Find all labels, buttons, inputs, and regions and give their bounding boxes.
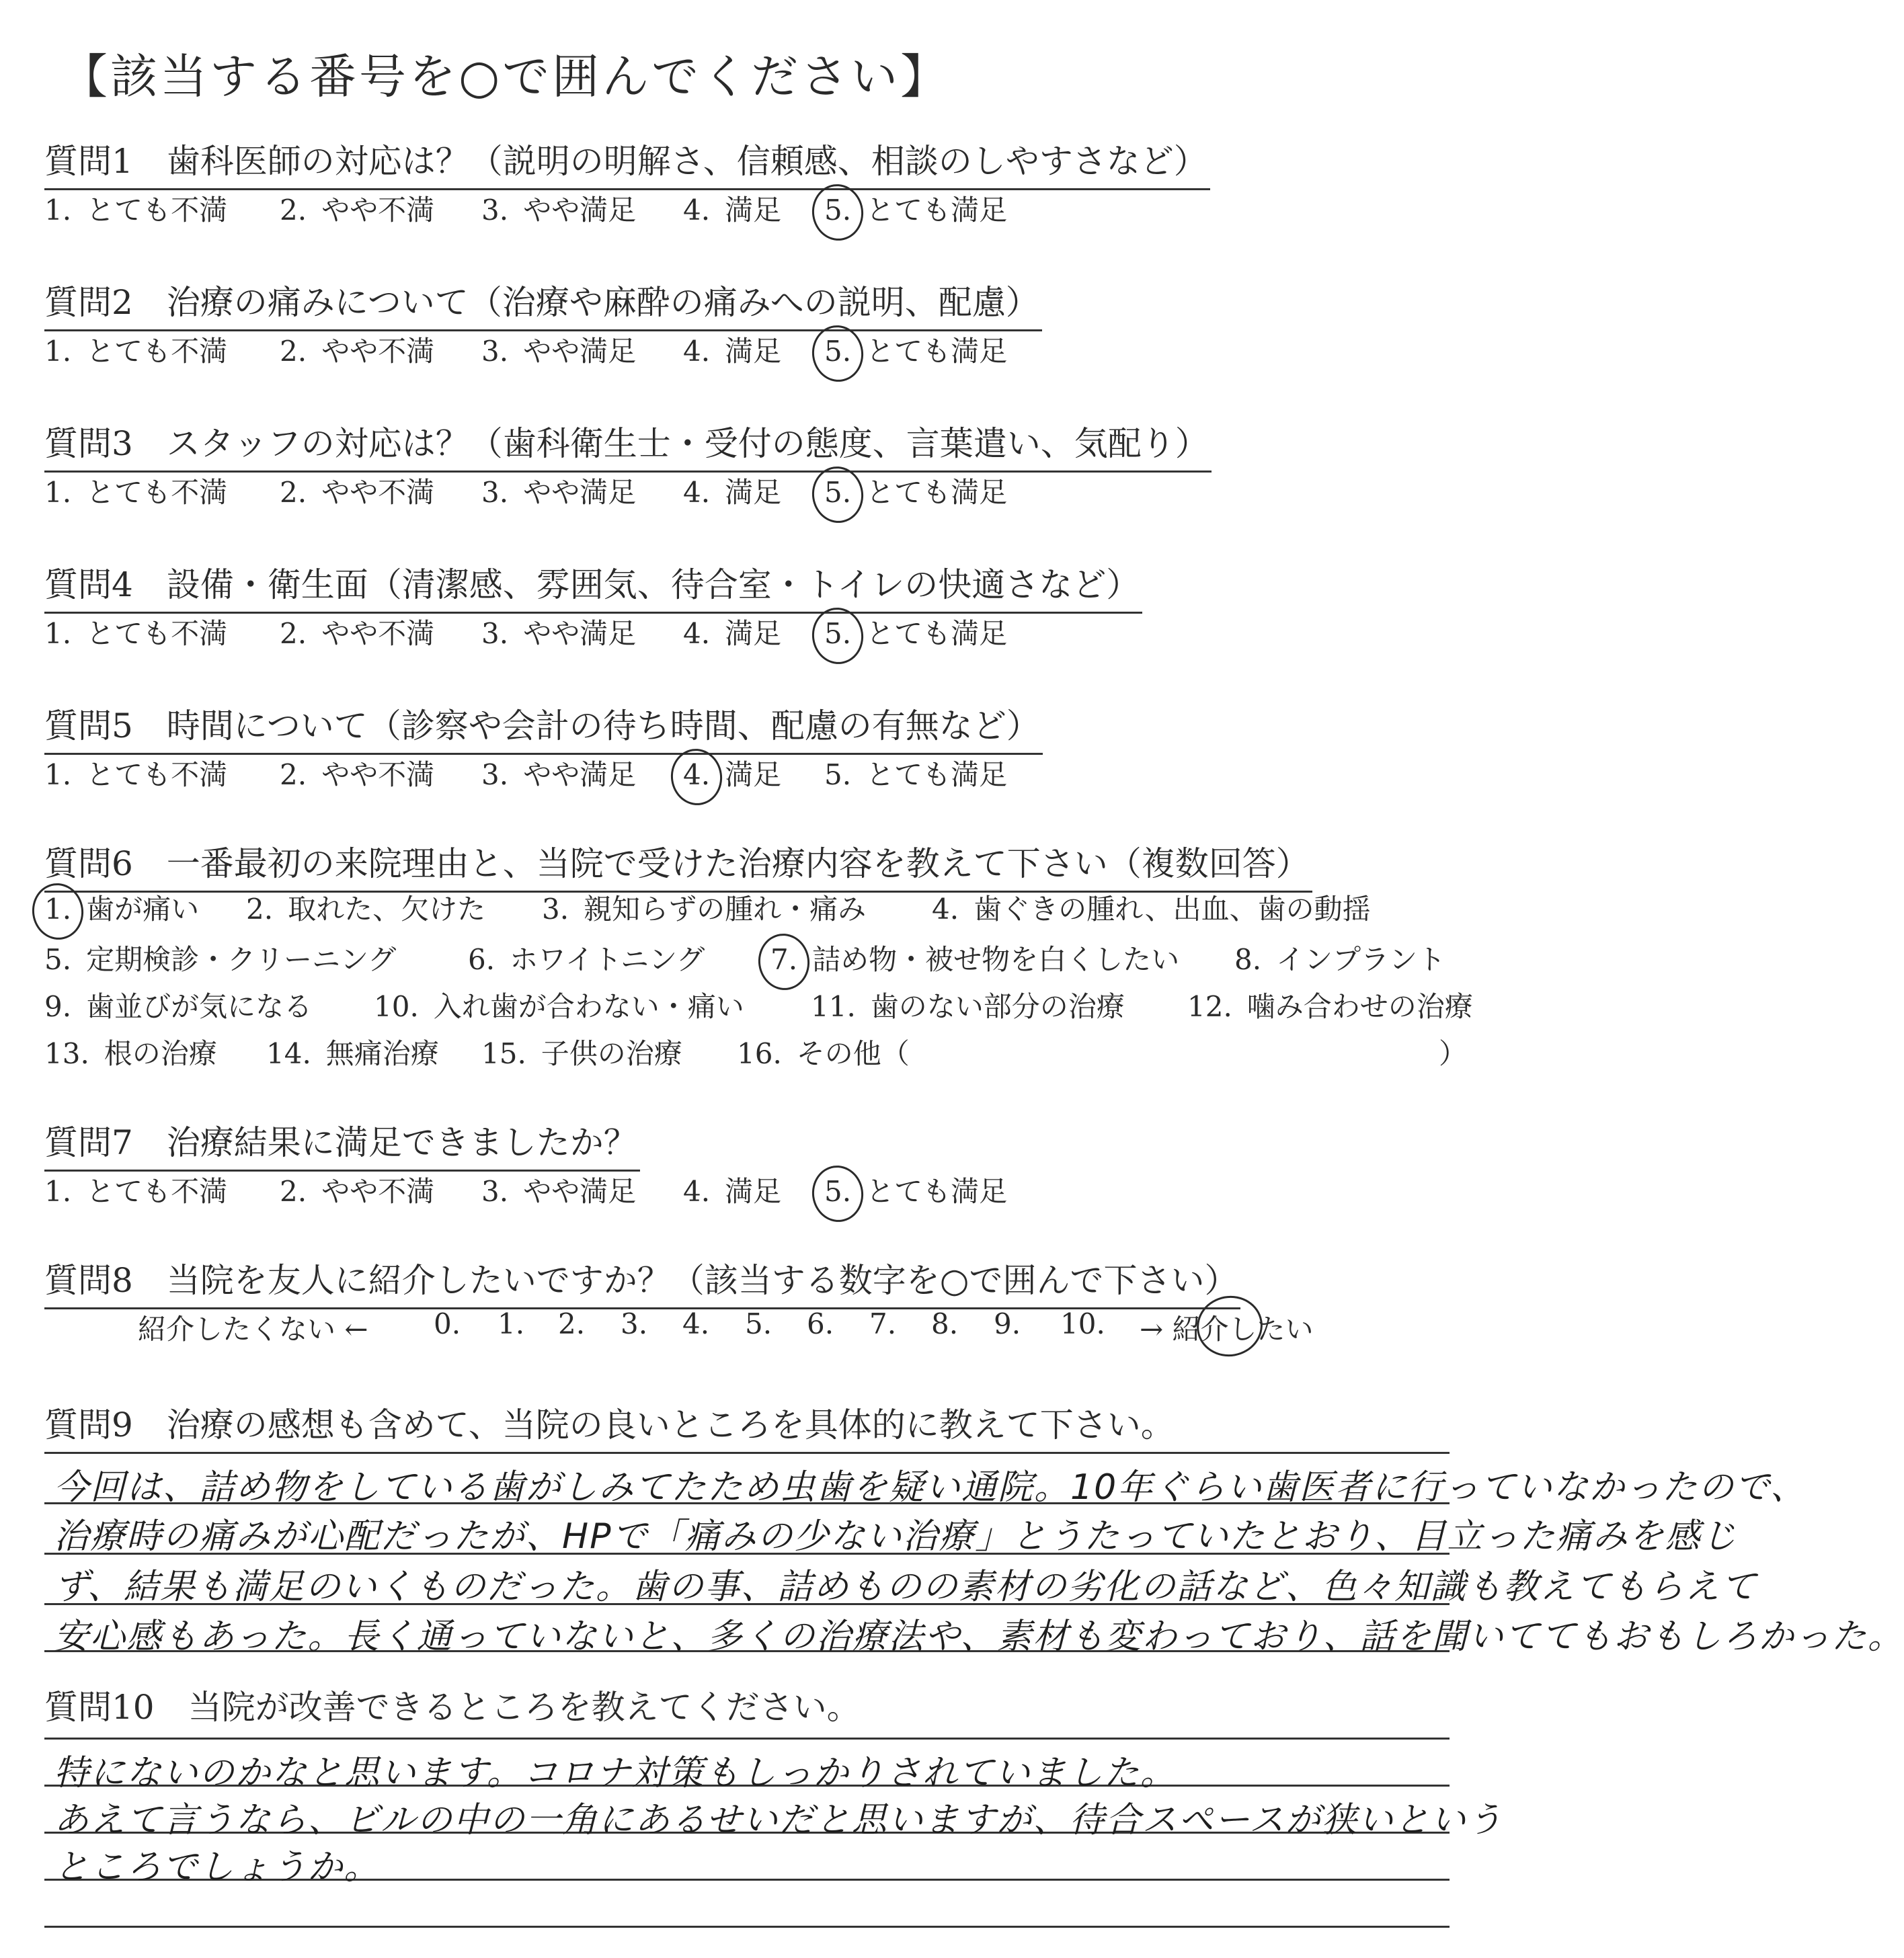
q8-num-0[interactable]: 0.	[434, 1307, 461, 1340]
q8-num-7[interactable]: 7.	[869, 1307, 897, 1340]
q3-option-2[interactable]: 2. やや不満	[280, 476, 435, 509]
q2-option-3[interactable]: 3. やや満足	[481, 335, 637, 368]
q6-option-11[interactable]: 11. 歯のない部分の治療	[811, 990, 1125, 1023]
q4-option-2[interactable]: 2. やや不満	[280, 617, 435, 650]
q6-option-5[interactable]: 5. 定期検診・クリーニング	[44, 943, 397, 976]
page-header: 【該当する番号を○で囲んでください】	[61, 49, 951, 104]
q6-option-15[interactable]: 15. 子供の治療	[481, 1037, 682, 1070]
q8-title: 質問8 当院を友人に紹介したいですか？（該当する数字を○で囲んで下さい）	[44, 1254, 1240, 1309]
q10-answer-line: 特にないのかなと思います。コロナ対策もしっかりされていました。	[54, 1753, 1177, 1793]
q10-rule	[44, 1738, 1450, 1740]
q8-num-10[interactable]: 10.	[1060, 1307, 1105, 1340]
q1-option-5[interactable]: 5. とても満足	[824, 194, 1008, 227]
q10-title: 質問10 当院が改善できるところを教えてください。	[44, 1688, 861, 1727]
q2-option-1[interactable]: 1. とても不満	[44, 335, 228, 368]
q6-option-7[interactable]: 7. 詰め物・被せ物を白くしたい	[770, 943, 1180, 976]
q10-rule	[44, 1926, 1450, 1928]
q3-title: 質問3 スタッフの対応は？（歯科衛生士・受付の態度、言葉遣い、気配り）	[44, 417, 1212, 473]
q6-option-3[interactable]: 3. 親知らずの腫れ・痛み	[542, 893, 867, 926]
q7-title: 質問7 治療結果に満足できましたか？	[44, 1116, 640, 1172]
q3-option-3[interactable]: 3. やや満足	[481, 476, 637, 509]
q5-option-1[interactable]: 1. とても不満	[44, 758, 228, 791]
q4-option-5[interactable]: 5. とても満足	[824, 617, 1008, 650]
q6-close-paren: ）	[1439, 1037, 1468, 1070]
q1-option-4[interactable]: 4. 満足	[683, 194, 782, 227]
q4-option-1[interactable]: 1. とても不満	[44, 617, 228, 650]
q10-answer-line: あえて言うなら、ビルの中の一角にあるせいだと思いますが、待合スペースが狭いという	[54, 1800, 1503, 1840]
q3-option-4[interactable]: 4. 満足	[683, 476, 782, 509]
q2-option-2[interactable]: 2. やや不満	[280, 335, 435, 368]
q6-option-9[interactable]: 9. 歯並びが気になる	[44, 990, 313, 1023]
q4-option-3[interactable]: 3. やや満足	[481, 617, 637, 650]
q9-answer-line: 治療時の痛みが心配だったが、HPで「痛みの少ない治療」とうたっていたとおり、目立った痛みを感じ	[54, 1516, 1738, 1557]
q6-option-6[interactable]: 6. ホワイトニング	[468, 943, 705, 976]
q8-num-9[interactable]: 9.	[994, 1307, 1021, 1340]
q8-num-8[interactable]: 8.	[931, 1307, 959, 1340]
q4-option-4[interactable]: 4. 満足	[683, 617, 782, 650]
q6-option-12[interactable]: 12. 噛み合わせの治療	[1187, 990, 1473, 1023]
q5-option-3[interactable]: 3. やや満足	[481, 758, 637, 791]
q8-right-label[interactable]: → 紹介したい	[1140, 1313, 1314, 1346]
q1-option-1[interactable]: 1. とても不満	[44, 194, 228, 227]
q5-title: 質問5 時間について（診察や会計の待ち時間、配慮の有無など）	[44, 699, 1043, 755]
q7-option-1[interactable]: 1. とても不満	[44, 1175, 228, 1208]
q9-answer-line: 安心感もあった。長く通っていないと、多くの治療法や、素材も変わっており、話を聞いててもおもしろかった。	[54, 1617, 1904, 1657]
q5-option-5[interactable]: 5. とても満足	[824, 758, 1008, 791]
q4-title: 質問4 設備・衛生面（清潔感、雰囲気、待合室・トイレの快適さなど）	[44, 558, 1142, 614]
q2-option-5[interactable]: 5. とても満足	[824, 335, 1008, 368]
q7-option-4[interactable]: 4. 満足	[683, 1175, 782, 1208]
q7-option-5[interactable]: 5. とても満足	[824, 1175, 1008, 1208]
q6-option-1[interactable]: 1. 歯が痛い	[44, 893, 200, 926]
q5-option-2[interactable]: 2. やや不満	[280, 758, 435, 791]
q8-num-5[interactable]: 5.	[745, 1307, 772, 1340]
q1-option-3[interactable]: 3. やや満足	[481, 194, 637, 227]
q6-option-13[interactable]: 13. 根の治療	[44, 1037, 217, 1070]
q6-option-10[interactable]: 10. 入れ歯が合わない・痛い	[374, 990, 744, 1023]
q1-option-2[interactable]: 2. やや不満	[280, 194, 435, 227]
q7-option-2[interactable]: 2. やや不満	[280, 1175, 435, 1208]
q8-num-6[interactable]: 6.	[807, 1307, 834, 1340]
q6-option-8[interactable]: 8. インプラント	[1234, 943, 1446, 976]
q9-title: 質問9 治療の感想も含めて、当院の良いところを具体的に教えて下さい。	[44, 1405, 1175, 1444]
q8-num-2[interactable]: 2.	[558, 1307, 586, 1340]
q9-answer-line: 今回は、詰め物をしている歯がしみてたため虫歯を疑い通院。10年ぐらい歯医者に行っていなかったので、	[54, 1467, 1807, 1508]
q6-option-2[interactable]: 2. 取れた、欠けた	[246, 893, 486, 926]
q6-title: 質問6 一番最初の来院理由と、当院で受けた治療内容を教えて下さい（複数回答）	[44, 837, 1312, 893]
q8-left-label: 紹介したくない ←	[138, 1313, 368, 1346]
q8-num-3[interactable]: 3.	[621, 1307, 648, 1340]
q3-option-5[interactable]: 5. とても満足	[824, 476, 1008, 509]
q8-num-4[interactable]: 4.	[682, 1307, 710, 1340]
q6-option-14[interactable]: 14. 無痛治療	[266, 1037, 439, 1070]
q10-answer-line: ところでしょうか。	[54, 1847, 381, 1887]
q3-option-1[interactable]: 1. とても不満	[44, 476, 228, 509]
q5-option-4[interactable]: 4. 満足	[683, 758, 782, 791]
q6-option-4[interactable]: 4. 歯ぐきの腫れ、出血、歯の動揺	[932, 893, 1371, 926]
q9-answer-line: ず、結果も満足のいくものだった。歯の事、詰めものの素材の劣化の話など、色々知識も教えてもらえて	[54, 1567, 1757, 1607]
q9-rule	[44, 1452, 1450, 1454]
q2-title: 質問2 治療の痛みについて（治療や麻酔の痛みへの説明、配慮）	[44, 276, 1042, 331]
q2-option-4[interactable]: 4. 満足	[683, 335, 782, 368]
q1-title: 質問1 歯科医師の対応は？（説明の明解さ、信頼感、相談のしやすさなど）	[44, 134, 1210, 190]
q7-option-3[interactable]: 3. やや満足	[481, 1175, 637, 1208]
q8-num-1[interactable]: 1.	[498, 1307, 525, 1340]
q6-option-16[interactable]: 16. その他（	[737, 1037, 910, 1070]
